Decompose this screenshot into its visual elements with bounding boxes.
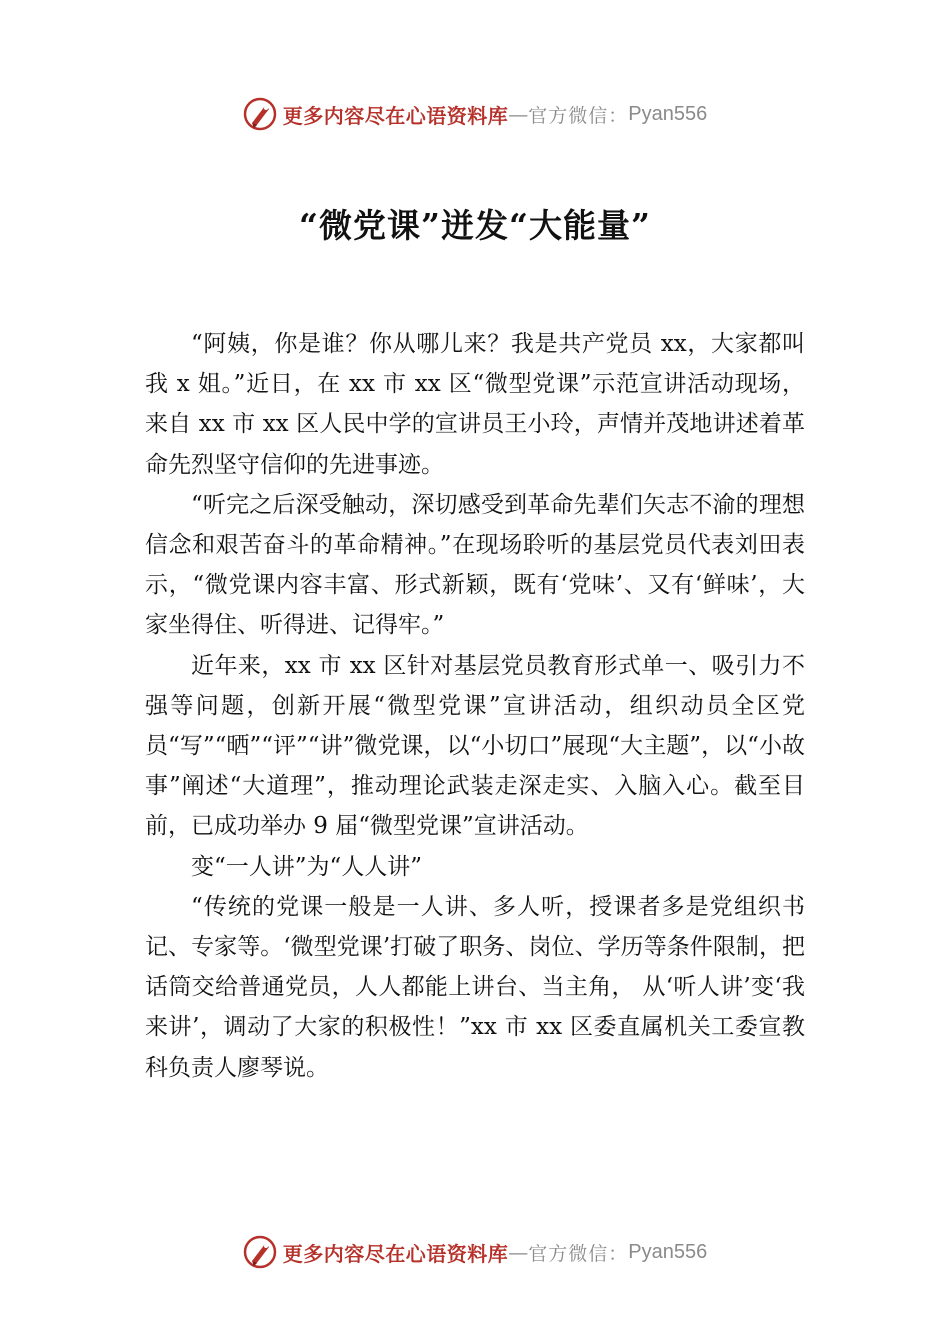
pen-nib-logo-icon: [243, 1235, 277, 1269]
header-banner: [0, 94, 950, 134]
paragraph-2: “听完之后深受触动，深切感受到革命先辈们矢志不渝的理想信念和艰苦奋斗的革命精神。”在现场聆听的基层党员代表刘田表示，“微党课内容丰富、形式新颖，既有‘党味’、又有‘鲜味’，大家坐得住、听得进、记得牢。”: [145, 491, 805, 639]
header-brand-text: 更多内容尽在心语资料库: [282, 103, 509, 128]
paragraph-3: 近年来，xx 市 xx 区针对基层党员教育形式单一、吸引力不强等问题，创新开展“微型党课”宣讲活动，组织动员全区党员“写”“晒”“评”“讲”微党课，以“小切口”展现“大主题”，以“小故事”阐述“大道理”，推动理论武装走深走实、入脑入心。截至目前，已成功举办 9 届“微型党课”宣讲活动。: [145, 652, 805, 840]
article-title: “微党课”迸发“大能量”: [299, 206, 651, 245]
article-body: [145, 324, 805, 1088]
section-heading: 变“一人讲”为“人人讲”: [191, 853, 423, 880]
header-separator: —: [508, 102, 529, 126]
footer-wechat-id: Pyan556: [628, 1240, 708, 1263]
paragraph-1: “阿姨，你是谁？你从哪儿来？我是共产党员 xx，大家都叫我 x 姐。”近日，在 xx 市 xx 区“微型党课”示范宣讲活动现场，来自 xx 市 xx 区人民中学的宣讲员王小玲，声情并茂地讲述着革命先烈坚守信仰的先进事迹。: [145, 331, 805, 478]
header-wechat-id: Pyan556: [628, 102, 708, 125]
footer-banner: [0, 1232, 950, 1272]
paragraph-4: “传统的党课一般是一人讲、多人听，授课者多是党组织书记、专家等。‘微型党课’打破了职务、岗位、学历等条件限制，把话筒交给普通党员，人人都能上讲台、当主角， 从‘听人讲’变‘我来讲’，调动了大家的积极性！”xx 市 xx 区委直属机关工委宣教科负责人廖琴说。: [145, 893, 805, 1081]
pen-nib-logo-icon: [243, 97, 277, 131]
footer-brand-text: 更多内容尽在心语资料库: [282, 1241, 509, 1266]
footer-wechat-label: 官方微信：: [528, 1242, 629, 1265]
header-wechat-label: 官方微信：: [528, 104, 629, 127]
footer-separator: —: [508, 1240, 529, 1264]
